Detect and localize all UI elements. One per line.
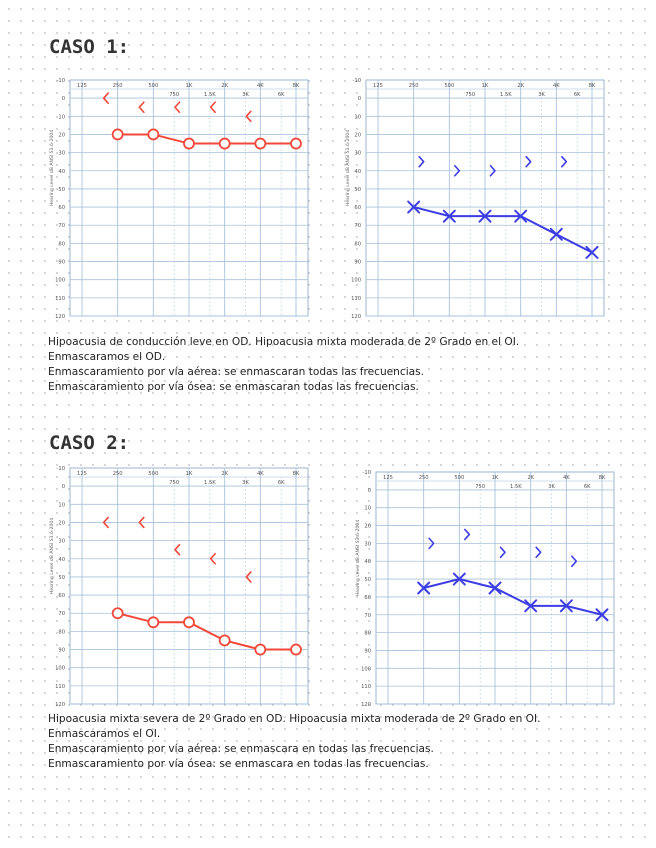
y-tick-label: 60 <box>58 205 65 212</box>
x-tick-label: 8K <box>598 475 606 481</box>
x-mid-tick-label: 3K <box>538 92 545 98</box>
x-tick-label: 8K <box>588 83 596 89</box>
y-tick-label: 40 <box>354 168 361 175</box>
y-tick-label: 70 <box>364 612 371 619</box>
audiogram-case1-left-ear <box>334 74 616 320</box>
x-mid-tick-label: 6K <box>277 480 285 486</box>
x-tick-label: 250 <box>408 83 419 89</box>
y-tick-label: 0 <box>61 484 65 491</box>
x-mid-tick-label: 3K <box>242 480 249 486</box>
y-tick-label: 110 <box>361 684 371 691</box>
y-tick-label: 10 <box>58 114 65 121</box>
y-axis-label: Hearing Level dB ANSI S3.6-2004 <box>50 517 55 595</box>
y-tick-label: 120 <box>361 702 371 708</box>
x-mid-tick-label: 750 <box>475 484 486 490</box>
case-1-diagnosis: Hipoacusia de conducción leve en OD. Hipoacusia mixta moderada de 2º Grado en el OI. <box>48 336 520 348</box>
x-tick-label: 500 <box>454 475 465 481</box>
y-tick-label: 40 <box>58 168 65 175</box>
y-tick-label: 30 <box>354 150 361 157</box>
air-conduction-point <box>184 617 194 627</box>
case-2-bone-masking: Enmascaramiento por vía ósea: se enmascara en todas las frecuencias. <box>48 758 429 770</box>
y-tick-label: 0 <box>61 96 65 103</box>
x-tick-label: 250 <box>418 475 429 481</box>
x-mid-tick-label: 1.5K <box>500 92 512 98</box>
x-tick-label: 1K <box>491 475 499 481</box>
case-2-title: CASO 2: <box>49 432 130 454</box>
y-tick-label: 120 <box>351 314 361 320</box>
x-mid-tick-label: 6K <box>573 92 581 98</box>
air-conduction-point <box>113 129 123 139</box>
y-tick-label: 100 <box>55 665 65 672</box>
audiogram-case2-left-ear <box>344 466 626 708</box>
x-tick-label: 2K <box>221 83 229 89</box>
x-tick-label: 4K <box>256 471 264 477</box>
x-tick-label: 500 <box>444 83 455 89</box>
x-mid-tick-label: 750 <box>169 480 180 486</box>
y-tick-label: -10 <box>352 78 361 84</box>
y-tick-label: 100 <box>55 277 65 284</box>
y-tick-label: 60 <box>58 593 65 600</box>
x-mid-tick-label: 1.5K <box>510 484 522 490</box>
y-tick-label: 70 <box>58 611 65 618</box>
air-conduction-point <box>291 645 301 655</box>
y-tick-label: 70 <box>58 223 65 230</box>
x-tick-label: 125 <box>77 83 87 89</box>
y-tick-label: 90 <box>58 259 65 266</box>
y-tick-label: -10 <box>362 470 371 476</box>
y-tick-label: 60 <box>364 594 371 601</box>
y-tick-label: 0 <box>357 96 361 103</box>
y-tick-label: 80 <box>58 241 65 248</box>
y-tick-label: 40 <box>58 556 65 563</box>
y-tick-label: 110 <box>351 295 361 302</box>
y-tick-label: 10 <box>354 114 361 121</box>
y-tick-label: 110 <box>55 683 65 690</box>
y-tick-label: 40 <box>364 559 371 566</box>
y-tick-label: 20 <box>364 523 371 530</box>
x-tick-label: 1K <box>185 471 193 477</box>
y-tick-label: 80 <box>58 629 65 636</box>
case-1-air-masking: Enmascaramiento por vía aérea: se enmascaran todas las frecuencias. <box>48 366 425 378</box>
x-tick-label: 1K <box>185 83 193 89</box>
x-mid-tick-label: 6K <box>583 484 591 490</box>
case-2-notes <box>48 712 540 772</box>
case-2-air-masking: Enmascaramiento por vía aérea: se enmascara en todas las frecuencias. <box>48 743 434 755</box>
air-conduction-point <box>113 608 123 618</box>
y-tick-label: 100 <box>361 666 371 673</box>
x-mid-tick-label: 1.5K <box>204 92 216 98</box>
y-axis-label: Hearing Level dB ANSI S3.6-2004 <box>50 129 55 207</box>
x-tick-label: 500 <box>148 471 159 477</box>
x-tick-label: 4K <box>552 83 560 89</box>
air-conduction-point <box>184 139 194 149</box>
air-conduction-point <box>220 139 230 149</box>
case-1-masking-ear: Enmascaramos el OD. <box>48 351 166 363</box>
x-mid-tick-label: 750 <box>169 92 180 98</box>
audiogram-case1-right-ear <box>38 74 320 320</box>
y-tick-label: 10 <box>364 505 371 512</box>
x-mid-tick-label: 6K <box>277 92 285 98</box>
x-tick-label: 500 <box>148 83 159 89</box>
x-mid-tick-label: 3K <box>242 92 249 98</box>
y-tick-label: 80 <box>354 241 361 248</box>
x-tick-label: 8K <box>292 471 300 477</box>
x-tick-label: 250 <box>112 471 123 477</box>
y-tick-label: 20 <box>58 520 65 527</box>
y-tick-label: 20 <box>354 132 361 139</box>
air-conduction-point <box>220 635 230 645</box>
case-2-masking-ear: Enmascaramos el OI. <box>48 728 161 740</box>
x-tick-label: 2K <box>517 83 525 89</box>
case-1-title: CASO 1: <box>49 36 130 58</box>
air-conduction-point <box>291 139 301 149</box>
y-axis-label: Hearing Level dB ANSI S3.6-2004 <box>346 129 351 207</box>
y-tick-label: 70 <box>354 223 361 230</box>
x-tick-label: 8K <box>292 83 300 89</box>
y-tick-label: 90 <box>364 648 371 655</box>
air-conduction-point <box>148 129 158 139</box>
y-tick-label: 50 <box>354 186 361 193</box>
y-tick-label: 80 <box>364 630 371 637</box>
case-1-notes <box>48 335 519 395</box>
y-tick-label: 30 <box>364 541 371 548</box>
case-2-diagnosis: Hipoacusia mixta severa de 2º Grado en OD. Hipoacusia mixta moderada de 2º Grado en OI. <box>48 713 541 725</box>
y-tick-label: 30 <box>58 150 65 157</box>
air-conduction-point <box>255 139 265 149</box>
y-tick-label: 110 <box>55 295 65 302</box>
x-tick-label: 2K <box>527 475 535 481</box>
x-tick-label: 4K <box>562 475 570 481</box>
y-tick-label: 120 <box>55 702 65 708</box>
y-tick-label: 50 <box>364 577 371 584</box>
x-tick-label: 2K <box>221 471 229 477</box>
x-tick-label: 125 <box>383 475 393 481</box>
y-tick-label: 20 <box>58 132 65 139</box>
x-tick-label: 4K <box>256 83 264 89</box>
y-tick-label: 50 <box>58 186 65 193</box>
x-tick-label: 125 <box>77 471 87 477</box>
x-tick-label: 1K <box>481 83 489 89</box>
y-tick-label: -10 <box>56 466 65 472</box>
y-axis-label: Hearing Level dB ANSI S3.6-2004 <box>356 519 361 597</box>
y-tick-label: 120 <box>55 314 65 320</box>
air-conduction-point <box>148 617 158 627</box>
y-tick-label: 0 <box>367 487 371 494</box>
y-tick-label: 10 <box>58 502 65 509</box>
x-mid-tick-label: 1.5K <box>204 480 216 486</box>
x-tick-label: 125 <box>373 83 383 89</box>
y-tick-label: 90 <box>58 647 65 654</box>
y-tick-label: 60 <box>354 205 361 212</box>
y-tick-label: 90 <box>354 259 361 266</box>
x-mid-tick-label: 750 <box>465 92 476 98</box>
y-tick-label: 30 <box>58 538 65 545</box>
x-mid-tick-label: 3K <box>548 484 555 490</box>
audiogram-case2-right-ear <box>38 462 320 708</box>
air-conduction-point <box>255 645 265 655</box>
x-tick-label: 250 <box>112 83 123 89</box>
y-tick-label: 100 <box>351 277 361 284</box>
case-1-bone-masking: Enmascaramiento por vía ósea: se enmascaran todas las frecuencias. <box>48 381 419 393</box>
y-tick-label: 50 <box>58 574 65 581</box>
y-tick-label: -10 <box>56 78 65 84</box>
